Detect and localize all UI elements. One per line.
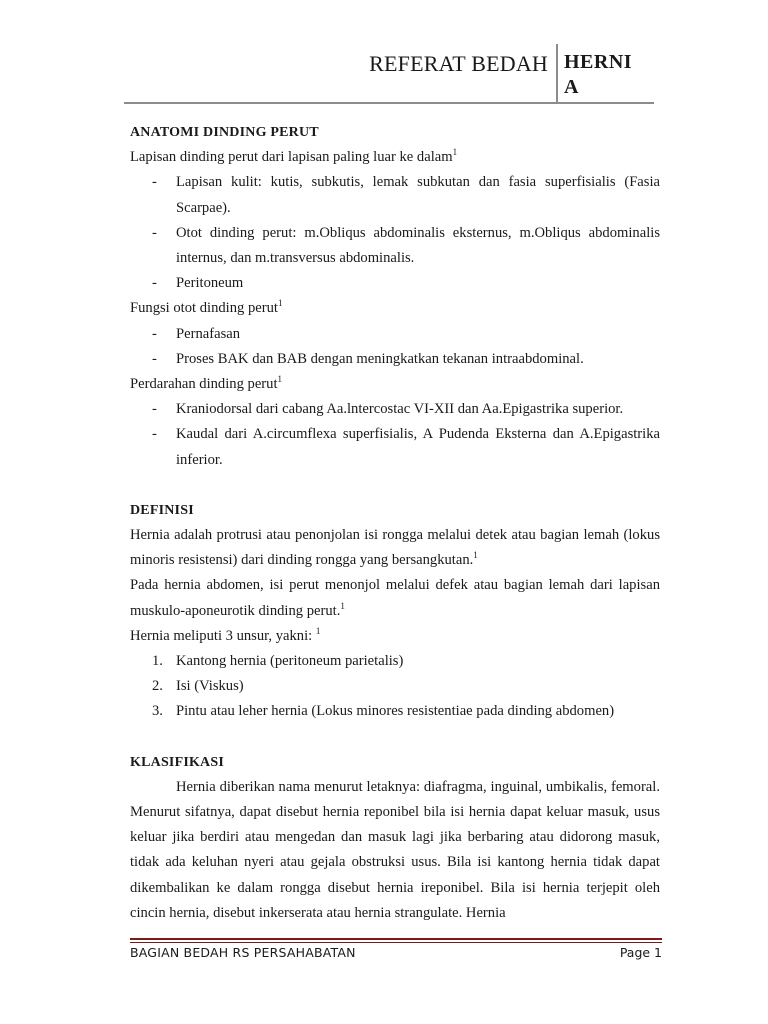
perdarahan-list xyxy=(130,397,660,473)
footer-rule xyxy=(130,938,662,943)
footnote-ref: 1 xyxy=(340,600,345,611)
list-item: - Lapisan kulit: kutis, subkutis, lemak subkutan dan fasia superfisialis (Fasia Scarpae). xyxy=(152,174,660,216)
definisi-paragraph-1: Hernia adalah protrusi atau penonjolan isi rongga melalui detek atau bagian lemah (lokus minoris resistensi) dari dinding rongga yang bersangkutan.$^1$ xyxy=(130,527,660,569)
definisi-paragraph-3: Hernia meliputi 3 unsur, yakni: $^1$ xyxy=(130,626,321,644)
footer-rule-thick xyxy=(130,938,662,940)
fungsi-title: Fungsi otot dinding perut$^1$ xyxy=(130,298,283,317)
footnote-ref: 1 xyxy=(277,374,283,385)
definisi-paragraph-2: Pada hernia abdomen, isi perut menonjol melalui defek atau bagian lemah dari lapisan muskulo-aponeurotik dinding perut.$^1$ xyxy=(130,577,660,619)
header-left-cell xyxy=(124,44,556,104)
list-item: 1. Kantong hernia (peritoneum parietalis) xyxy=(152,653,404,670)
list-item: - Proses BAK dan BAB dengan meningkatkan tekanan intraabdominal. xyxy=(152,350,584,367)
document-body xyxy=(130,120,660,926)
footnote-ref: 1 xyxy=(315,626,321,636)
footer-department: BAGIAN BEDAH RS PERSAHABATAN xyxy=(130,945,356,960)
list-item: - Peritoneum xyxy=(152,275,244,292)
header-right-cell xyxy=(558,44,654,104)
section-gap xyxy=(130,725,660,750)
page-header xyxy=(124,44,654,106)
perdarahan-title: Perdarahan dinding perut$^1$ xyxy=(130,374,283,393)
footnote-ref: 1 xyxy=(473,550,478,561)
header-right-title: HERNIA xyxy=(564,51,633,98)
list-item: 3. Pintu atau leher hernia (Lokus minores resistentiae pada dinding abdomen) xyxy=(152,703,615,720)
section-heading-anatomi: ANATOMI DINDING PERUT xyxy=(130,125,319,140)
section-heading-definisi: DEFINISI xyxy=(130,502,194,518)
layers-list xyxy=(130,170,660,296)
page-number: Page 1 xyxy=(619,945,662,960)
footnote-ref: 1 xyxy=(452,147,458,158)
list-item: - Kraniodorsal dari cabang Aa.lntercostac VI-XII dan Aa.Epigastrika superior. xyxy=(152,401,624,418)
section-gap xyxy=(130,473,660,498)
section-heading-klasifikasi: KLASIFIKASI xyxy=(130,754,225,770)
list-item: - Otot dinding perut: m.Obliqus abdominalis eksternus, m.Obliqus abdominalis internus, dan m.transversus abdominalis. xyxy=(152,224,660,267)
anatomi-intro: Lapisan dinding perut dari lapisan paling luar ke dalam$^1$ xyxy=(130,147,458,166)
header-left-title: REFERAT BEDAH xyxy=(369,51,548,76)
klasifikasi-paragraph: Hernia diberikan nama menurut letaknya: diafragma, inguinal, umbikalis, femoral. Menurut sifatnya, dapat disebut hernia reponibel bila isi hernia dapat keluar masuk, usus keluar jika berdiri atau mengedan dan masuk lagi jika berbaring atau didorong masuk, tidak ada keluhan nyeri atau gejala obstruksi usus. Bila isi kantong hernia tidak dapat dikembalikan ke dalam rongga disebut hernia ireponibel. Bila isi hernia terjepit oleh cincin hernia, disebut inkerserata atau hernia strangulate. Hernia xyxy=(130,778,660,921)
list-item: - Kaudal dari A.circumflexa superfisialis, A Pudenda Eksterna dan A.Epigastrika inferior. xyxy=(152,426,660,468)
fungsi-list xyxy=(130,322,660,372)
footnote-ref: 1 xyxy=(277,298,283,309)
footer-rule-thin xyxy=(130,942,662,943)
list-item: 2. Isi (Viskus) xyxy=(152,678,244,695)
unsur-list xyxy=(130,649,660,725)
list-item: - Pernafasan xyxy=(152,325,241,342)
